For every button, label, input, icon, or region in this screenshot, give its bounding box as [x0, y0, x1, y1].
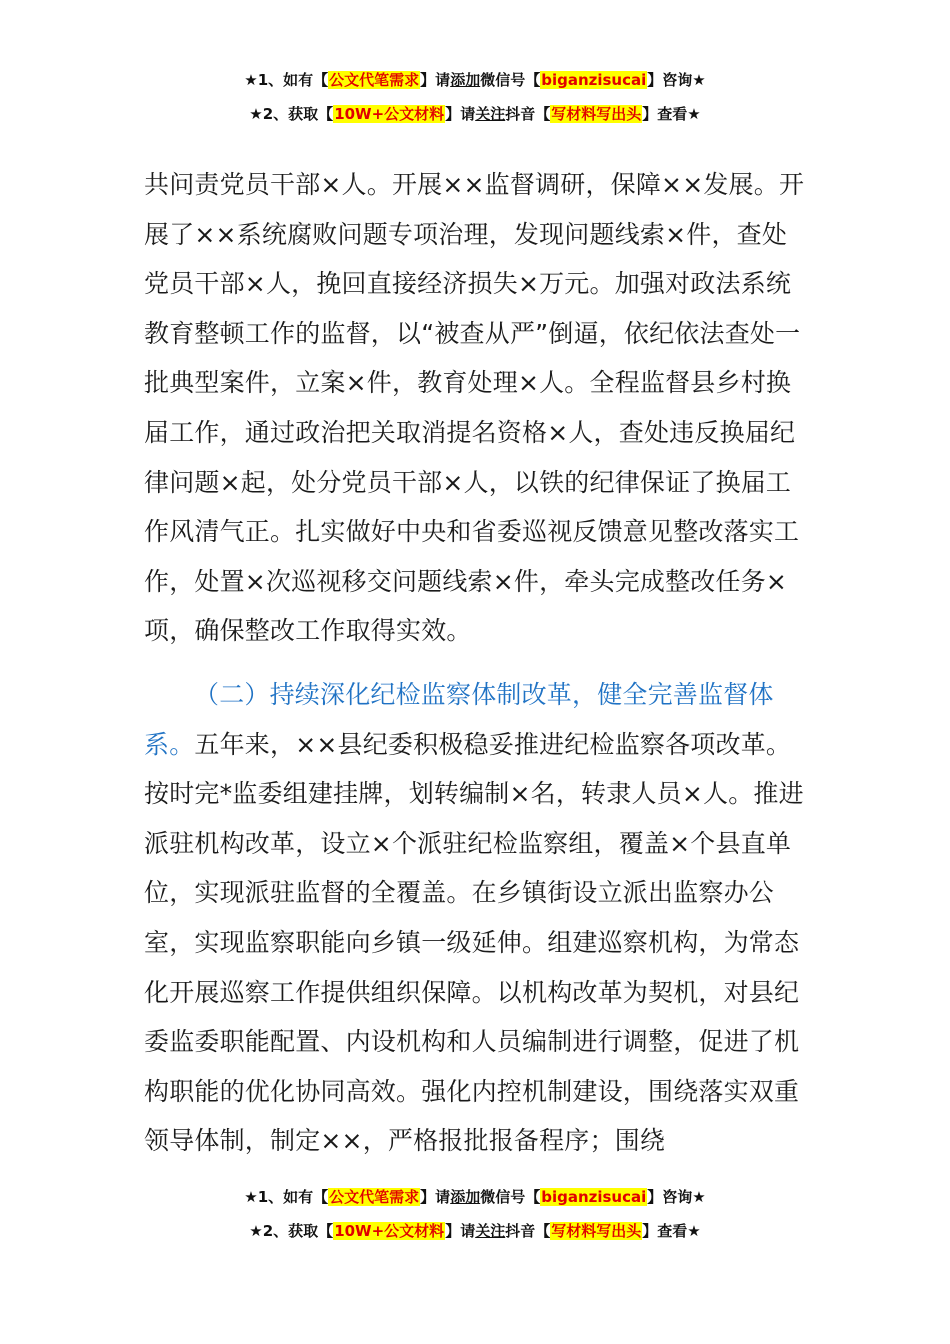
header-line-1-prefix: ★1、如有【 [244, 71, 329, 89]
footer-line-2-mid2: 抖音【 [505, 1222, 551, 1240]
header-line-2-mid2: 抖音【 [505, 105, 551, 123]
footer-line-2-underlined: 关注 [475, 1222, 506, 1240]
header-line-1-highlight-service: 公文代笔需求 [329, 71, 420, 89]
footer-line-1-highlight-service: 公文代笔需求 [329, 1188, 420, 1206]
footer-line-1-suffix: 】咨询★ [647, 1188, 706, 1206]
footer-line-1-underlined: 添加 [450, 1188, 481, 1206]
footer-line-2-highlight-materials: 10W+公文材料 [334, 1222, 445, 1240]
paragraph-1: 共问责党员干部×人。开展××监督调研，保障××发展。开展了××系统腐败问题专项治理，发现问题线索×件，查处党员干部×人，挽回直接经济损失×万元。加强对政法系统教育整顿工作的监督，以“被查从严”倒逼，依纪依法查处一批典型案件，立案×件，教育处理×人。全程监督县乡村换届工作，通过政治把关取消提名资格×人，查处违反换届纪律问题×起，处分党员干部×人，以铁的纪律保证了换届工作风清气正。扎实做好中央和省委巡视反馈意见整改落实工作，处置×次巡视移交问题线索×件，牵头完成整改任务×项，确保整改工作取得实效。 [144, 170, 805, 646]
paragraph-2 [144, 670, 810, 1166]
footer-line-1-mid: 】请 [420, 1188, 451, 1206]
header-line-1-highlight-wechat: biganzisucai [541, 71, 647, 89]
footer-line-2-prefix: ★2、获取【 [249, 1222, 334, 1240]
header-banner [0, 63, 950, 131]
footer-line-2 [0, 1214, 950, 1248]
footer-line-2-mid: 】请 [445, 1222, 476, 1240]
header-line-2-highlight-materials: 10W+公文材料 [334, 105, 445, 123]
footer-line-1-prefix: ★1、如有【 [244, 1188, 329, 1206]
header-line-1-mid2: 微信号【 [480, 71, 541, 89]
paragraph-2-body: 五年来，××县纪委积极稳妥推进纪检监察各项改革。按时完*监委组建挂牌，划转编制×名，转隶人员×人。推进派驻机构改革，设立×个派驻纪检监察组，覆盖×个县直单位，实现派驻监督的全覆盖。在乡镇街设立派出监察办公室，实现监察职能向乡镇一级延伸。组建巡察机构，为常态化开展巡察工作提供组织保障。以机构改革为契机，对县纪委监委职能配置、内设机构和人员编制进行调整，促进了机构职能的优化协同高效。强化内控机制建设，围绕落实双重领导体制，制定××，严格报批报备程序；围绕 [144, 729, 804, 1156]
header-line-1-mid: 】请 [420, 71, 451, 89]
header-line-2 [0, 97, 950, 131]
footer-line-1-highlight-wechat: biganzisucai [541, 1188, 647, 1206]
section-heading: （二）持续深化纪检监察体制改革，健全完善监督体系。 [144, 679, 774, 759]
footer-line-2-highlight-douyin: 写材料写出头 [551, 1222, 642, 1240]
footer-line-1 [0, 1180, 950, 1214]
header-line-1 [0, 63, 950, 97]
footer-banner [0, 1180, 950, 1248]
footer-line-1-mid2: 微信号【 [480, 1188, 541, 1206]
header-line-1-underlined: 添加 [450, 71, 481, 89]
document-body [144, 160, 810, 1166]
header-line-2-suffix: 】查看★ [642, 105, 701, 123]
header-line-2-prefix: ★2、获取【 [249, 105, 334, 123]
footer-line-2-suffix: 】查看★ [642, 1222, 701, 1240]
header-line-2-mid: 】请 [445, 105, 476, 123]
header-line-2-underlined: 关注 [475, 105, 506, 123]
header-line-1-suffix: 】咨询★ [647, 71, 706, 89]
header-line-2-highlight-douyin: 写材料写出头 [551, 105, 642, 123]
